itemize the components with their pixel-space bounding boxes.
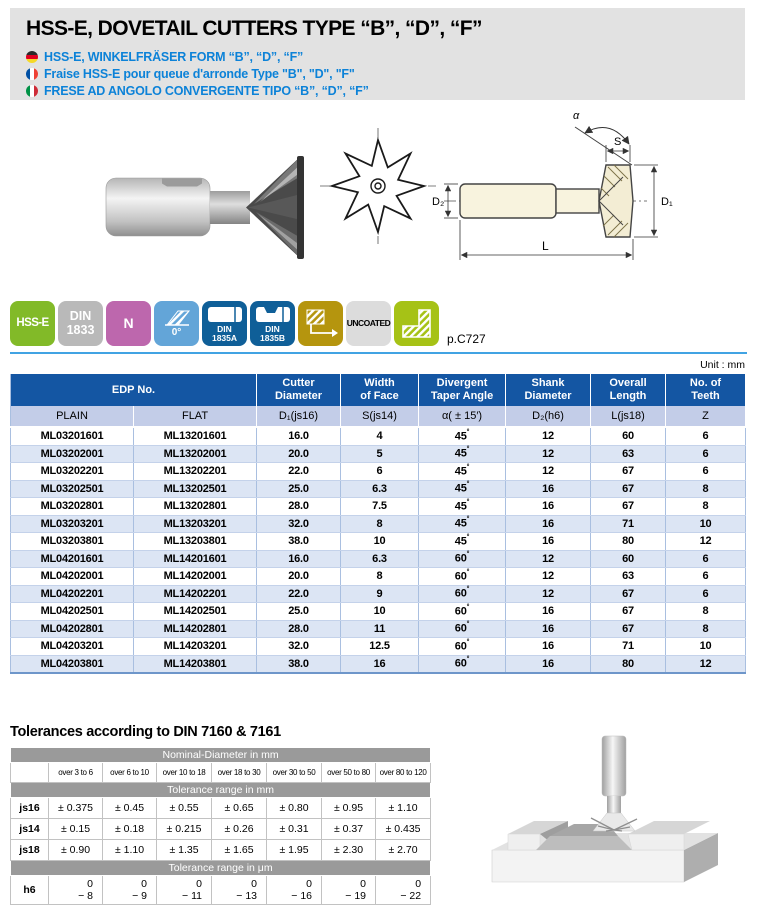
cutter-diameter: 22.0 xyxy=(257,463,341,481)
edp-flat: ML13201601 xyxy=(134,427,257,445)
taper-angle: 45° xyxy=(419,533,506,551)
shank-diameter: 12 xyxy=(506,568,591,586)
table-row xyxy=(11,550,746,568)
badge-label: DIN xyxy=(265,324,280,335)
edp-flat: ML13202001 xyxy=(134,445,257,463)
teeth-count: 8 xyxy=(666,620,746,638)
edp-flat: ML14202801 xyxy=(134,620,257,638)
shank-diameter: 12 xyxy=(506,550,591,568)
col-header-shank-diameter: Shank Diameter xyxy=(506,374,591,406)
dimension-diagram xyxy=(432,103,750,271)
table-row xyxy=(11,585,746,603)
width-of-face: 6 xyxy=(341,463,419,481)
width-of-face: 10 xyxy=(341,603,419,621)
cutter-front-drawing xyxy=(318,126,438,246)
edp-plain: ML04202001 xyxy=(11,568,134,586)
badge-label: DIN xyxy=(69,309,92,324)
taper-angle: 45° xyxy=(419,515,506,533)
shank-diameter: 16 xyxy=(506,515,591,533)
shank-diameter: 12 xyxy=(506,463,591,481)
tolerance-mm-label: Tolerance range in mm xyxy=(11,783,431,798)
subheader-z: Z xyxy=(666,406,746,427)
edp-plain: ML04203801 xyxy=(11,655,134,673)
tolerance-um-label: Tolerance range in μm xyxy=(11,861,431,876)
width-of-face: 5 xyxy=(341,445,419,463)
overall-length: 60 xyxy=(591,427,666,445)
edp-flat: ML14202201 xyxy=(134,585,257,603)
tolerance-value: ± 0.15 xyxy=(49,819,103,840)
tolerance-class-label: js14 xyxy=(11,819,49,840)
overall-length: 71 xyxy=(591,515,666,533)
tolerance-row-js18 xyxy=(11,840,431,861)
badge-din-1835b xyxy=(250,301,295,346)
edp-flat: ML14201601 xyxy=(134,550,257,568)
width-of-face: 10 xyxy=(341,533,419,551)
col-header-edp: EDP No. xyxy=(11,374,257,406)
teeth-count: 12 xyxy=(666,655,746,673)
shank-weldon-icon xyxy=(253,304,293,325)
shank-diameter: 12 xyxy=(506,585,591,603)
edp-plain: ML04203201 xyxy=(11,638,134,656)
edp-flat: ML14202501 xyxy=(134,603,257,621)
table-subheader-row xyxy=(11,406,746,427)
tolerance-class-label: js18 xyxy=(11,840,49,861)
edp-flat: ML14203201 xyxy=(134,638,257,656)
col-header-width-of-face: Width of Face xyxy=(341,374,419,406)
teeth-count: 6 xyxy=(666,568,746,586)
subtitle-row xyxy=(26,65,729,82)
italy-flag-icon xyxy=(26,85,38,97)
taper-angle: 60° xyxy=(419,603,506,621)
table-row xyxy=(11,533,746,551)
overall-length: 67 xyxy=(591,463,666,481)
nominal-diameter-band xyxy=(11,748,431,763)
unit-note: Unit : mm xyxy=(700,359,745,371)
cutter-diameter: 38.0 xyxy=(257,533,341,551)
shank-diameter: 16 xyxy=(506,620,591,638)
edp-flat: ML13203801 xyxy=(134,533,257,551)
subtitle-list xyxy=(26,48,729,99)
tolerance-value: ± 1.35 xyxy=(157,840,212,861)
teeth-count: 10 xyxy=(666,638,746,656)
angle-hatch-icon xyxy=(163,308,191,327)
col-header-overall-length: Overall Length xyxy=(591,374,666,406)
edp-plain: ML03202201 xyxy=(11,463,134,481)
tolerance-value: ± 0.95 xyxy=(322,798,376,819)
table-row xyxy=(11,620,746,638)
badge-label: N xyxy=(123,315,134,332)
range-header: over 80 to 120 xyxy=(376,763,431,783)
width-of-face: 16 xyxy=(341,655,419,673)
edp-flat: ML13202201 xyxy=(134,463,257,481)
header-box xyxy=(10,8,745,100)
overall-length: 63 xyxy=(591,445,666,463)
dim-label-d1: D₁ xyxy=(661,196,673,208)
teeth-count: 6 xyxy=(666,585,746,603)
shank-diameter: 12 xyxy=(506,445,591,463)
teeth-count: 8 xyxy=(666,498,746,516)
tolerance-um-band xyxy=(11,861,431,876)
tolerance-row-h6 xyxy=(11,876,431,905)
width-of-face: 8 xyxy=(341,515,419,533)
badge-uncoated xyxy=(346,301,391,346)
tolerance-value: ± 0.18 xyxy=(103,819,157,840)
tolerance-value: ± 0.31 xyxy=(267,819,322,840)
overall-length: 67 xyxy=(591,480,666,498)
taper-angle: 45° xyxy=(419,445,506,463)
overall-length: 63 xyxy=(591,568,666,586)
range-header: over 50 to 80 xyxy=(322,763,376,783)
taper-angle: 60° xyxy=(419,550,506,568)
taper-angle: 45° xyxy=(419,463,506,481)
teeth-count: 12 xyxy=(666,533,746,551)
cutter-diameter: 16.0 xyxy=(257,550,341,568)
subheader-d1: D₁(js16) xyxy=(257,406,341,427)
tolerance-value: ± 0.45 xyxy=(103,798,157,819)
tolerance-value: ± 0.65 xyxy=(212,798,267,819)
dim-label-alpha: α xyxy=(573,110,580,122)
feature-badges-row xyxy=(10,301,486,346)
cutter-diameter: 32.0 xyxy=(257,515,341,533)
subheader-alpha: α( ± 15′) xyxy=(419,406,506,427)
range-header: over 10 to 18 xyxy=(157,763,212,783)
edp-plain: ML04202501 xyxy=(11,603,134,621)
overall-length: 80 xyxy=(591,655,666,673)
badge-sharpening xyxy=(298,301,343,346)
germany-flag-icon xyxy=(26,51,38,63)
teeth-count: 6 xyxy=(666,550,746,568)
cutter-diameter: 25.0 xyxy=(257,480,341,498)
overall-length: 67 xyxy=(591,620,666,638)
page-title: HSS-E, DOVETAIL CUTTERS TYPE “B”, “D”, “F” xyxy=(26,17,482,40)
teeth-count: 8 xyxy=(666,480,746,498)
badge-helix-0deg xyxy=(154,301,199,346)
cutter-diameter: 32.0 xyxy=(257,638,341,656)
subheader-l: L(js18) xyxy=(591,406,666,427)
teeth-count: 6 xyxy=(666,427,746,445)
badge-label: 0° xyxy=(171,327,182,339)
table-row xyxy=(11,603,746,621)
badge-label: 1833 xyxy=(66,322,95,337)
badge-hss-e xyxy=(10,301,55,346)
table-row xyxy=(11,498,746,516)
col-header-taper-angle: Divergent Taper Angle xyxy=(419,374,506,406)
tolerance-row-js16 xyxy=(11,798,431,819)
edp-plain: ML03202501 xyxy=(11,480,134,498)
range-header: over 6 to 10 xyxy=(103,763,157,783)
tolerance-mm-band xyxy=(11,783,431,798)
edp-flat: ML14203801 xyxy=(134,655,257,673)
taper-angle: 60° xyxy=(419,655,506,673)
tolerance-value: ± 1.10 xyxy=(376,798,431,819)
france-flag-icon xyxy=(26,68,38,80)
table-row xyxy=(11,568,746,586)
cutter-diameter: 25.0 xyxy=(257,603,341,621)
badge-form-profile xyxy=(394,301,439,346)
dim-label-d2: D₂ xyxy=(432,196,445,208)
col-header-cutter-diameter: Cutter Diameter xyxy=(257,374,341,406)
edp-plain: ML03202001 xyxy=(11,445,134,463)
tolerance-class-label: h6 xyxy=(11,876,49,905)
taper-angle: 60° xyxy=(419,638,506,656)
profile-hatch-icon xyxy=(398,305,435,342)
shank-plain-icon xyxy=(205,304,245,325)
range-header: over 3 to 6 xyxy=(49,763,103,783)
shank-diameter: 16 xyxy=(506,603,591,621)
tolerance-value: ± 0.37 xyxy=(322,819,376,840)
cutter-diameter: 22.0 xyxy=(257,585,341,603)
width-of-face: 8 xyxy=(341,568,419,586)
overall-length: 67 xyxy=(591,603,666,621)
subheader-s: S(js14) xyxy=(341,406,419,427)
edp-plain: ML03203801 xyxy=(11,533,134,551)
badge-din-1835a xyxy=(202,301,247,346)
width-of-face: 7.5 xyxy=(341,498,419,516)
subtitle-row xyxy=(26,82,729,99)
teeth-count: 6 xyxy=(666,445,746,463)
shank-diameter: 16 xyxy=(506,533,591,551)
edp-plain: ML03203201 xyxy=(11,515,134,533)
taper-angle: 45° xyxy=(419,498,506,516)
tolerance-value-pair: 0 − 16 xyxy=(267,876,322,905)
subtitle-text: HSS-E, WINKELFRÄSER FORM “B”, “D”, “F” xyxy=(44,49,304,64)
shank-diameter: 12 xyxy=(506,427,591,445)
dim-label-s: S xyxy=(614,136,622,148)
cutter-diameter: 28.0 xyxy=(257,498,341,516)
range-header: over 30 to 50 xyxy=(267,763,322,783)
teeth-count: 10 xyxy=(666,515,746,533)
subheader-plain: PLAIN xyxy=(11,406,134,427)
tolerance-value-pair: 0 − 8 xyxy=(49,876,103,905)
table-row xyxy=(11,638,746,656)
tolerance-value: ± 1.65 xyxy=(212,840,267,861)
edp-plain: ML03201601 xyxy=(11,427,134,445)
table-row xyxy=(11,480,746,498)
overall-length: 80 xyxy=(591,533,666,551)
width-of-face: 9 xyxy=(341,585,419,603)
tolerance-value: ± 1.10 xyxy=(103,840,157,861)
shank-diameter: 16 xyxy=(506,655,591,673)
tolerance-class-label: js16 xyxy=(11,798,49,819)
shank-diameter: 16 xyxy=(506,480,591,498)
dim-label-l: L xyxy=(542,239,549,253)
tolerance-value: ± 0.435 xyxy=(376,819,431,840)
overall-length: 67 xyxy=(591,498,666,516)
blue-divider xyxy=(10,352,747,354)
tolerance-value: ± 0.80 xyxy=(267,798,322,819)
width-of-face: 11 xyxy=(341,620,419,638)
taper-angle: 60° xyxy=(419,568,506,586)
taper-angle: 60° xyxy=(419,620,506,638)
edp-flat: ML13203201 xyxy=(134,515,257,533)
subtitle-text: FRESE AD ANGOLO CONVERGENTE TIPO “B”, “D”, “F” xyxy=(44,83,369,98)
tolerance-value-pair: 0 − 9 xyxy=(103,876,157,905)
tolerance-value-pair: 0 − 22 xyxy=(376,876,431,905)
edp-plain: ML04201601 xyxy=(11,550,134,568)
overall-length: 71 xyxy=(591,638,666,656)
badge-label: 1835B xyxy=(259,333,286,343)
page-reference: p.C727 xyxy=(447,332,486,346)
width-of-face: 4 xyxy=(341,427,419,445)
width-of-face: 12.5 xyxy=(341,638,419,656)
width-of-face: 6.3 xyxy=(341,480,419,498)
edp-flat: ML13202801 xyxy=(134,498,257,516)
tolerance-value-pair: 0 − 11 xyxy=(157,876,212,905)
application-illustration xyxy=(478,730,740,892)
edp-plain: ML03202801 xyxy=(11,498,134,516)
shank-diameter: 16 xyxy=(506,638,591,656)
tolerance-value: ± 2.70 xyxy=(376,840,431,861)
tolerance-value: ± 2.30 xyxy=(322,840,376,861)
cutter-photo xyxy=(98,150,313,265)
tolerance-value: ± 0.26 xyxy=(212,819,267,840)
subtitle-row xyxy=(26,48,729,65)
edp-plain: ML04202201 xyxy=(11,585,134,603)
taper-angle: 45° xyxy=(419,427,506,445)
cutter-diameter: 20.0 xyxy=(257,568,341,586)
overall-length: 67 xyxy=(591,585,666,603)
overall-length: 60 xyxy=(591,550,666,568)
badge-label: DIN xyxy=(217,324,232,335)
table-row xyxy=(11,463,746,481)
table-row xyxy=(11,445,746,463)
cutter-diameter: 38.0 xyxy=(257,655,341,673)
tolerance-value: ± 0.375 xyxy=(49,798,103,819)
taper-angle: 45° xyxy=(419,480,506,498)
table-row xyxy=(11,515,746,533)
tolerance-value-pair: 0 − 13 xyxy=(212,876,267,905)
range-header-spacer xyxy=(11,763,49,783)
tolerance-value: ± 0.90 xyxy=(49,840,103,861)
tolerance-table xyxy=(10,747,431,905)
subtitle-text: Fraise HSS-E pour queue d'arronde Type "B", "D", "F" xyxy=(44,66,355,81)
nominal-diameter-label: Nominal-Diameter in mm xyxy=(11,748,431,763)
subheader-flat: FLAT xyxy=(134,406,257,427)
cutter-diameter: 20.0 xyxy=(257,445,341,463)
tolerance-value: ± 0.215 xyxy=(157,819,212,840)
tolerances-title: Tolerances according to DIN 7160 & 7161 xyxy=(10,724,281,740)
taper-angle: 60° xyxy=(419,585,506,603)
cutter-diameter: 16.0 xyxy=(257,427,341,445)
badge-label: UNCOATED xyxy=(346,318,391,329)
shank-diameter: 16 xyxy=(506,498,591,516)
tolerance-value-pair: 0 − 19 xyxy=(322,876,376,905)
table-row xyxy=(11,427,746,445)
tolerance-row-js14 xyxy=(11,819,431,840)
badge-label: 1835A xyxy=(211,333,238,343)
grind-arrow-icon xyxy=(302,306,339,341)
subheader-d2: D₂(h6) xyxy=(506,406,591,427)
teeth-count: 6 xyxy=(666,463,746,481)
main-table xyxy=(10,374,746,674)
tolerance-value: ± 1.95 xyxy=(267,840,322,861)
table-header-row xyxy=(11,374,746,406)
badge-label: HSS-E xyxy=(16,317,49,330)
teeth-count: 8 xyxy=(666,603,746,621)
range-header-row xyxy=(11,763,431,783)
width-of-face: 6.3 xyxy=(341,550,419,568)
badge-cut-material-n xyxy=(106,301,151,346)
range-header: over 18 to 30 xyxy=(212,763,267,783)
tolerance-value: ± 0.55 xyxy=(157,798,212,819)
col-header-teeth: No. of Teeth xyxy=(666,374,746,406)
cutter-diameter: 28.0 xyxy=(257,620,341,638)
edp-flat: ML14202001 xyxy=(134,568,257,586)
table-row xyxy=(11,655,746,673)
badge-din-1833 xyxy=(58,301,103,346)
edp-flat: ML13202501 xyxy=(134,480,257,498)
edp-plain: ML04202801 xyxy=(11,620,134,638)
